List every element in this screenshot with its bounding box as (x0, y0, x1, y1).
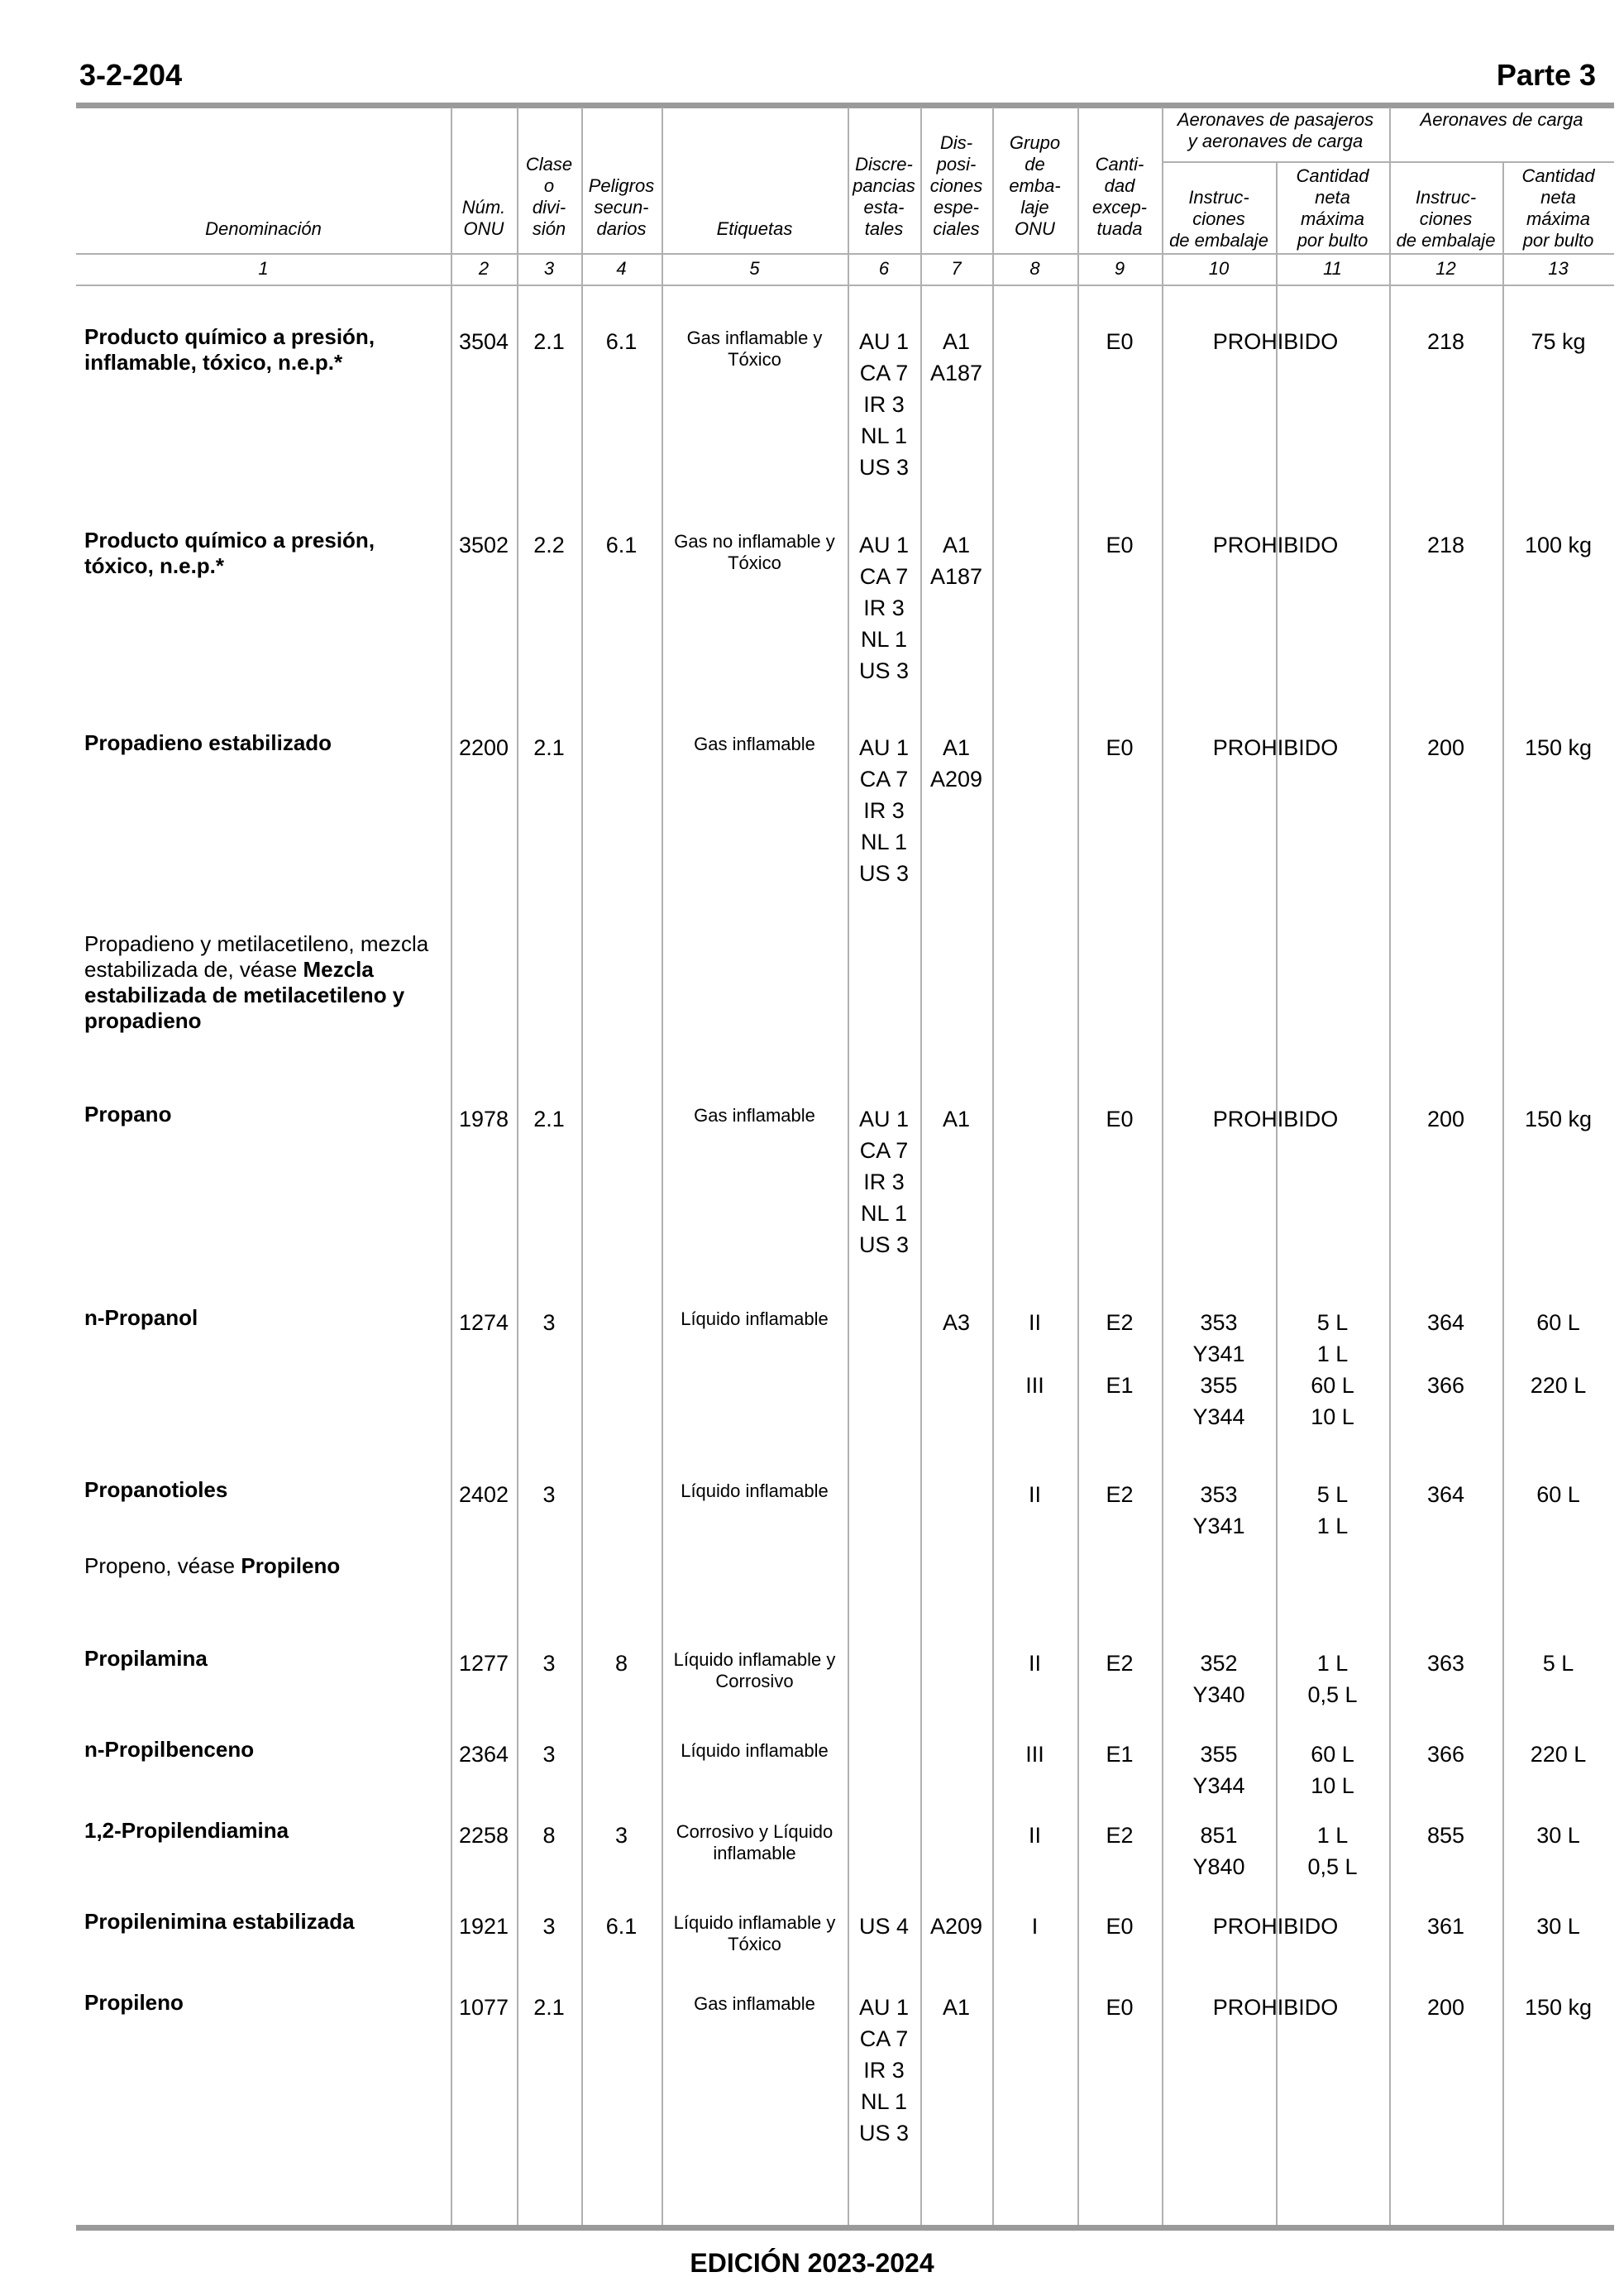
cargo-packing-instruction: 364 366 (1426, 1310, 1465, 1398)
header-class: Clase o divi- sión (525, 154, 573, 239)
hazard-class: 3 (542, 1651, 556, 1676)
excepted-quantity: E1 (1106, 1742, 1134, 1767)
cargo-max-quantity: 30 L (1536, 1823, 1580, 1848)
un-number: 1274 (458, 1310, 509, 1335)
column-divider (1389, 108, 1391, 2225)
un-number: 2402 (458, 1482, 509, 1507)
cargo-max-quantity: 60 L 220 L (1530, 1310, 1587, 1398)
hazard-class: 2.2 (533, 533, 565, 557)
cargo-max-quantity: 100 kg (1524, 533, 1593, 557)
cargo-packing-instruction: 361 (1426, 1914, 1465, 1939)
passenger-prohibited: PROHIBIDO (1212, 735, 1339, 760)
excepted-quantity: E0 (1106, 533, 1134, 557)
passenger-prohibited: PROHIBIDO (1212, 533, 1339, 557)
pax-max-quantity: 1 L 0,5 L (1307, 1651, 1358, 1707)
special-provision: A1 A187 (929, 329, 983, 385)
hazard-class: 2.1 (533, 1107, 565, 1131)
cargo-packing-instruction: 200 (1426, 735, 1465, 760)
packing-group: II (1028, 1482, 1041, 1507)
pax-packing-instruction: 353 Y341 355 Y344 (1192, 1310, 1245, 1429)
cargo-packing-instruction: 218 (1426, 329, 1465, 354)
secondary-hazard: 6.1 (605, 1914, 638, 1939)
column-number: 5 (749, 258, 760, 279)
cargo-packing-instruction: 855 (1426, 1823, 1465, 1848)
excepted-quantity: E0 (1106, 1914, 1134, 1939)
header-cargo-aircraft: Aeronaves de carga (1420, 109, 1583, 130)
excepted-quantity: E0 (1106, 1107, 1134, 1131)
hazard-class: 3 (542, 1310, 556, 1335)
un-number: 1978 (458, 1107, 509, 1131)
substance-name: Propilamina (84, 1646, 208, 1671)
un-number: 1077 (458, 1995, 509, 2020)
column-divider (581, 108, 583, 2225)
column-number: 7 (951, 258, 962, 279)
column-divider (517, 108, 518, 2225)
excepted-quantity: E2 E1 (1106, 1310, 1134, 1398)
passenger-prohibited: PROHIBIDO (1212, 1995, 1339, 2020)
header-secondary-hazards: Peligros secun- darios (588, 175, 655, 239)
colnum-rule (76, 285, 1614, 286)
un-number: 2200 (458, 735, 509, 760)
un-number: 2364 (458, 1742, 509, 1767)
substance-name: Propadieno y metilacetileno, mezcla estabilizada de, véase Mezcla estabilizada de metilacetileno y propadieno (84, 931, 429, 1033)
pax-max-quantity: 5 L 1 L (1316, 1482, 1349, 1538)
substance-name: Propadieno estabilizado (84, 730, 332, 755)
pax-packing-instruction: 352 Y340 (1192, 1651, 1245, 1707)
secondary-hazard: 3 (614, 1823, 628, 1848)
special-provision: A1 (942, 1107, 971, 1131)
special-provision: A1 A209 (929, 735, 983, 792)
hazard-class: 3 (542, 1742, 556, 1767)
cargo-packing-instruction: 218 (1426, 533, 1465, 557)
substance-name: Propano (84, 1102, 172, 1126)
packing-group: II III (1025, 1310, 1044, 1398)
cargo-max-quantity: 220 L (1530, 1742, 1587, 1767)
hazard-class: 3 (542, 1914, 556, 1939)
hazard-label: Gas inflamable y Tóxico (686, 328, 823, 370)
substance-name: n-Propanol (84, 1305, 198, 1330)
hazard-label: Líquido inflamable (681, 1740, 829, 1761)
column-divider (1077, 108, 1079, 2225)
cargo-max-quantity: 75 kg (1531, 329, 1586, 354)
hazard-label: Corrosivo y Líquido inflamable (676, 1821, 833, 1863)
column-number: 2 (478, 258, 490, 279)
column-number: 1 (258, 258, 269, 279)
header-cargo-max-quantity: Cantidad neta máxima por bulto (1521, 165, 1595, 251)
column-divider (920, 108, 922, 2225)
hazard-label: Líquido inflamable y Corrosivo (673, 1649, 836, 1691)
header-labels: Etiquetas (716, 218, 793, 239)
excepted-quantity: E0 (1106, 735, 1134, 760)
header-state-variations: Discre- pancias esta- tales (853, 154, 915, 239)
column-divider (451, 108, 452, 2225)
state-variation: AU 1 CA 7 IR 3 NL 1 US 3 (858, 533, 910, 683)
pax-max-quantity: 60 L 10 L (1311, 1742, 1354, 1798)
hazard-label: Gas inflamable (694, 1105, 815, 1126)
hazard-label: Líquido inflamable y Tóxico (673, 1912, 836, 1954)
column-number: 8 (1029, 258, 1040, 279)
hazard-label: Líquido inflamable (681, 1308, 829, 1329)
header-excepted-quantity: Canti- dad excep- tuada (1091, 154, 1148, 239)
cargo-max-quantity: 150 kg (1524, 1995, 1593, 2020)
column-number: 3 (543, 258, 555, 279)
hazard-class: 3 (542, 1482, 556, 1507)
top-rule (76, 103, 1614, 108)
header-packing-group: Grupo de emba- laje ONU (1009, 132, 1061, 239)
substance-name: Propanotioles (84, 1477, 228, 1502)
excepted-quantity: E2 (1106, 1823, 1134, 1848)
un-number: 3502 (458, 533, 509, 557)
passenger-prohibited: PROHIBIDO (1212, 329, 1339, 354)
hazard-label: Gas inflamable (694, 734, 815, 754)
substance-name: Producto químico a presión, tóxico, n.e.p.* (84, 528, 375, 578)
hazard-label: Líquido inflamable (681, 1480, 829, 1501)
state-variation: AU 1 CA 7 IR 3 NL 1 US 3 (858, 329, 910, 480)
packing-group: I (1031, 1914, 1039, 1939)
header-denominacion: Denominación (205, 218, 322, 239)
secondary-hazard: 6.1 (605, 329, 638, 354)
page-number: 3-2-204 (79, 58, 183, 92)
secondary-hazard: 6.1 (605, 533, 638, 557)
column-number: 4 (616, 258, 627, 279)
column-divider (1162, 108, 1163, 2225)
edition-footer: EDICIÓN 2023-2024 (690, 2248, 934, 2278)
special-provision: A1 A187 (929, 533, 983, 589)
hazard-label: Gas inflamable (694, 1993, 815, 2014)
cargo-max-quantity: 150 kg (1524, 1107, 1593, 1131)
passenger-prohibited: PROHIBIDO (1212, 1107, 1339, 1131)
special-provision: A3 (942, 1310, 971, 1335)
un-number: 1277 (458, 1651, 509, 1676)
column-number: 6 (878, 258, 890, 279)
part-title: Parte 3 (1496, 58, 1596, 92)
column-number: 10 (1208, 258, 1230, 279)
cargo-packing-instruction: 363 (1426, 1651, 1465, 1676)
header-pax-packing-instruction: Instruc- ciones de embalaje (1169, 187, 1268, 251)
state-variation: AU 1 CA 7 IR 3 NL 1 US 3 (858, 1995, 910, 2145)
packing-group: III (1025, 1742, 1044, 1767)
column-number: 12 (1435, 258, 1456, 279)
column-divider (992, 108, 994, 2225)
hazard-class: 2.1 (533, 1995, 565, 2020)
excepted-quantity: E0 (1106, 329, 1134, 354)
hazard-class: 2.1 (533, 735, 565, 760)
cargo-packing-instruction: 364 (1426, 1482, 1465, 1507)
column-divider (662, 108, 663, 2225)
cargo-max-quantity: 30 L (1536, 1914, 1580, 1939)
substance-name: Producto químico a presión, inflamable, tóxico, n.e.p.* (84, 324, 375, 375)
pax-max-quantity: 1 L 0,5 L (1307, 1823, 1358, 1879)
packing-group: II (1028, 1823, 1041, 1848)
state-variation: US 4 (858, 1914, 910, 1939)
cargo-packing-instruction: 366 (1426, 1742, 1465, 1767)
hazard-label: Gas no inflamable y Tóxico (674, 531, 835, 573)
substance-name: Propileno (84, 1990, 184, 2015)
column-number: 9 (1114, 258, 1125, 279)
passenger-prohibited: PROHIBIDO (1212, 1914, 1339, 1939)
pax-packing-instruction: 355 Y344 (1192, 1742, 1245, 1798)
cargo-packing-instruction: 200 (1426, 1107, 1465, 1131)
cargo-packing-instruction: 200 (1426, 1995, 1465, 2020)
substance-name: Propilenimina estabilizada (84, 1909, 355, 1934)
hazard-class: 2.1 (533, 329, 565, 354)
substance-name: Propeno, véase Propileno (84, 1553, 341, 1578)
header-special-provisions: Dis- posi- ciones espe- ciales (929, 132, 983, 239)
pax-max-quantity: 5 L 1 L 60 L 10 L (1311, 1310, 1354, 1429)
secondary-hazard: 8 (614, 1651, 628, 1676)
substance-name: n-Propilbenceno (84, 1737, 255, 1762)
bottom-rule (76, 2225, 1614, 2231)
special-provision: A209 (929, 1914, 983, 1939)
header-rule (76, 253, 1614, 255)
special-provision: A1 (942, 1995, 971, 2020)
header-cargo-packing-instruction: Instruc- ciones de embalaje (1396, 187, 1496, 251)
state-variation: AU 1 CA 7 IR 3 NL 1 US 3 (858, 735, 910, 886)
excepted-quantity: E0 (1106, 1995, 1134, 2020)
substance-name: 1,2-Propilendiamina (84, 1818, 289, 1843)
header-pax-max-quantity: Cantidad neta máxima por bulto (1296, 165, 1369, 251)
cargo-max-quantity: 5 L (1542, 1651, 1574, 1676)
un-number: 1921 (458, 1914, 509, 1939)
pax-packing-instruction: 851 Y840 (1192, 1823, 1245, 1879)
hazard-class: 8 (542, 1823, 556, 1848)
column-number: 11 (1323, 258, 1342, 279)
cargo-max-quantity: 60 L (1536, 1482, 1580, 1507)
un-number: 2258 (458, 1823, 509, 1848)
un-number: 3504 (458, 329, 509, 354)
excepted-quantity: E2 (1106, 1651, 1134, 1676)
header-un-number: Núm. ONU (461, 197, 506, 239)
header-passenger-aircraft: Aeronaves de pasajeros y aeronaves de carga (1177, 109, 1374, 151)
packing-group: II (1028, 1651, 1041, 1676)
excepted-quantity: E2 (1106, 1482, 1134, 1507)
group-divider (1162, 161, 1614, 163)
column-number: 13 (1548, 258, 1569, 279)
cargo-max-quantity: 150 kg (1524, 735, 1593, 760)
pax-packing-instruction: 353 Y341 (1192, 1482, 1245, 1538)
state-variation: AU 1 CA 7 IR 3 NL 1 US 3 (858, 1107, 910, 1257)
